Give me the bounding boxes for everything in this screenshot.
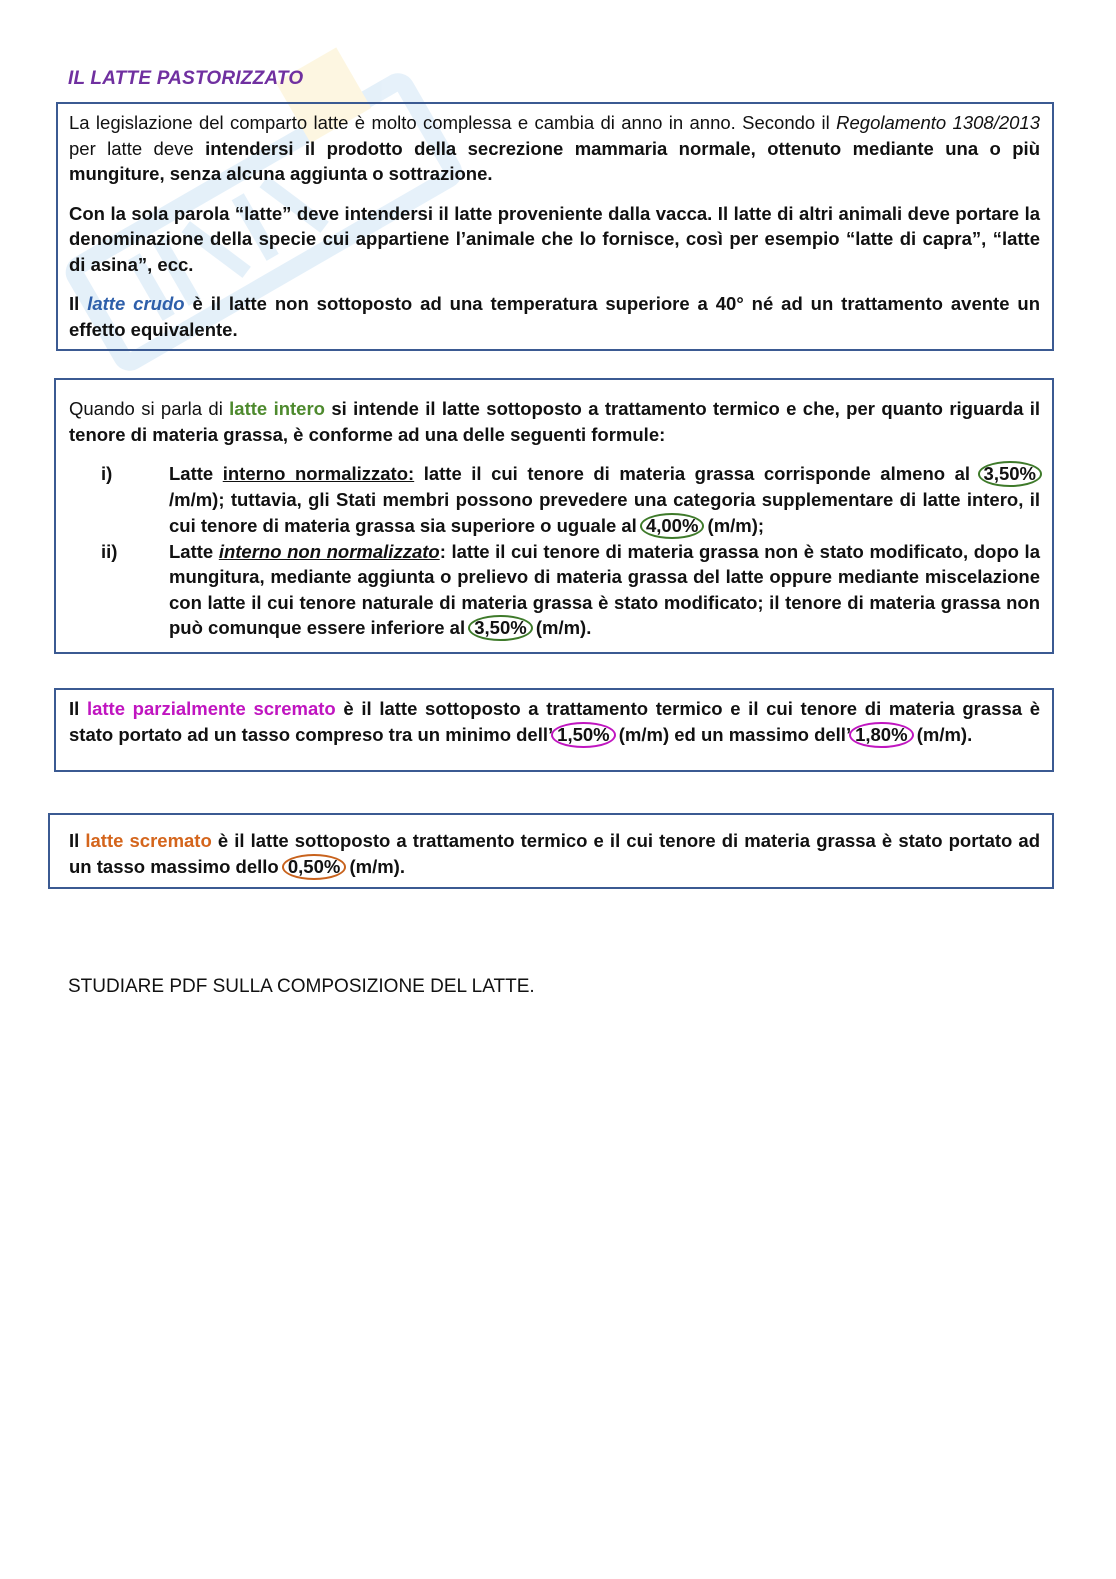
- page-title: IL LATTE PASTORIZZATO: [68, 68, 304, 89]
- definition-box-parzialmente-scremato: [54, 688, 1054, 772]
- text-span: (m/m).: [911, 723, 973, 745]
- text-span: Il: [69, 830, 86, 851]
- term-non-normalizzato: interno non normalizzato: [218, 540, 440, 562]
- text-span: Quando si parla di: [69, 398, 230, 419]
- text-span: (m/m).: [344, 855, 405, 877]
- paragraph-legislazione: [69, 110, 1040, 187]
- paragraph-parzialmente-scremato: [69, 696, 1040, 748]
- text-span: Il: [69, 698, 87, 719]
- text-span: latte il cui tenore di materia grassa corrisponde almeno al: [414, 463, 980, 484]
- definition-box-latte: [56, 102, 1054, 351]
- text-span: (m/m).: [530, 617, 592, 638]
- paragraph-scremato: [69, 828, 1040, 880]
- text-span: (m/m);: [702, 514, 765, 536]
- circled-value: 3,50%: [468, 615, 532, 641]
- definition-box-latte-intero: [54, 378, 1054, 654]
- text-span: : latte il cui tenore di materia grassa non è stato modificato, dopo la mungitura, mediante aggiunta o prelievo di materia grassa del latte oppure mediante miscelazione con latte il cui tenore naturale di materia grassa è stato modificato; il tenore di materia grassa non può comunque essere inferiore al: [169, 540, 1040, 638]
- list-item-number: ii): [101, 540, 118, 562]
- formula-list: [69, 461, 1040, 641]
- text-span: La legislazione del comparto latte è molto complessa e cambia di anno in anno. Secondo il: [69, 112, 837, 133]
- text-span: si intende il latte sottoposto a trattamento termico e che, per quanto riguarda il tenore di materia grassa, è conforme ad una delle seguenti formule:: [69, 398, 1040, 445]
- term-latte-scremato: latte scremato: [85, 830, 212, 851]
- paragraph-latte-crudo: [69, 291, 1040, 342]
- circled-value: 4,00%: [640, 513, 704, 539]
- regulation-reference: Regolamento 1308/2013: [836, 112, 1040, 133]
- paragraph-latte-vacca: Con la sola parola “latte” deve intendersi il latte proveniente dalla vacca. Il latte di altri animali deve portare la denominazione della specie cui appartiene l’animale che lo fornisce, così per esempio “latte di capra”, “latte di asina”, ecc.: [69, 202, 1040, 275]
- text-span: /m/m); tuttavia, gli Stati membri possono prevedere una categoria supplementare di latte intero, il cui tenore di materia grassa sia superiore o uguale al: [169, 489, 1040, 536]
- list-item: [69, 461, 1040, 539]
- study-note: STUDIARE PDF SULLA COMPOSIZIONE DEL LATTE.: [68, 976, 535, 997]
- text-span: è il latte non sottoposto ad una temperatura superiore a 40° né ad un trattamento avente un effetto equivalente.: [69, 293, 1040, 340]
- term-normalizzato: interno normalizzato:: [222, 463, 415, 484]
- text-span: è il latte sottoposto a trattamento termico e il cui tenore di materia grassa è stato portato ad un tasso massimo dello: [69, 830, 1040, 877]
- list-item-number: i): [101, 463, 113, 484]
- circled-value: 3,50%: [978, 461, 1042, 487]
- definition-text: intendersi il prodotto della secrezione mammaria normale, ottenuto mediante una o più mungiture, senza alcuna aggiunta o sottrazione.: [69, 137, 1041, 184]
- list-item: [69, 539, 1040, 642]
- list-item-body: [169, 461, 1040, 539]
- paragraph-latte-intero: [69, 396, 1040, 447]
- text-span: Latte: [169, 463, 223, 484]
- term-parzialmente-scremato: latte parzialmente scremato: [86, 698, 336, 719]
- circled-value: 1,80%: [849, 722, 913, 748]
- circled-value: 1,50%: [551, 722, 615, 748]
- text-span: (m/m) ed un massimo dell’: [613, 723, 852, 745]
- text-span: Il: [69, 293, 88, 314]
- circled-value: 0,50%: [282, 854, 346, 880]
- definition-box-scremato: [48, 813, 1054, 889]
- text-span: è il latte sottoposto a trattamento termico e il cui tenore di materia grassa è stato portato ad un tasso compreso tra un minimo dell’: [69, 698, 1041, 745]
- text-span: per latte deve: [69, 137, 206, 159]
- text-span: Latte: [169, 540, 219, 562]
- term-latte-crudo: latte crudo: [87, 293, 185, 314]
- term-latte-intero: latte intero: [229, 398, 325, 419]
- list-item-body: [169, 539, 1040, 642]
